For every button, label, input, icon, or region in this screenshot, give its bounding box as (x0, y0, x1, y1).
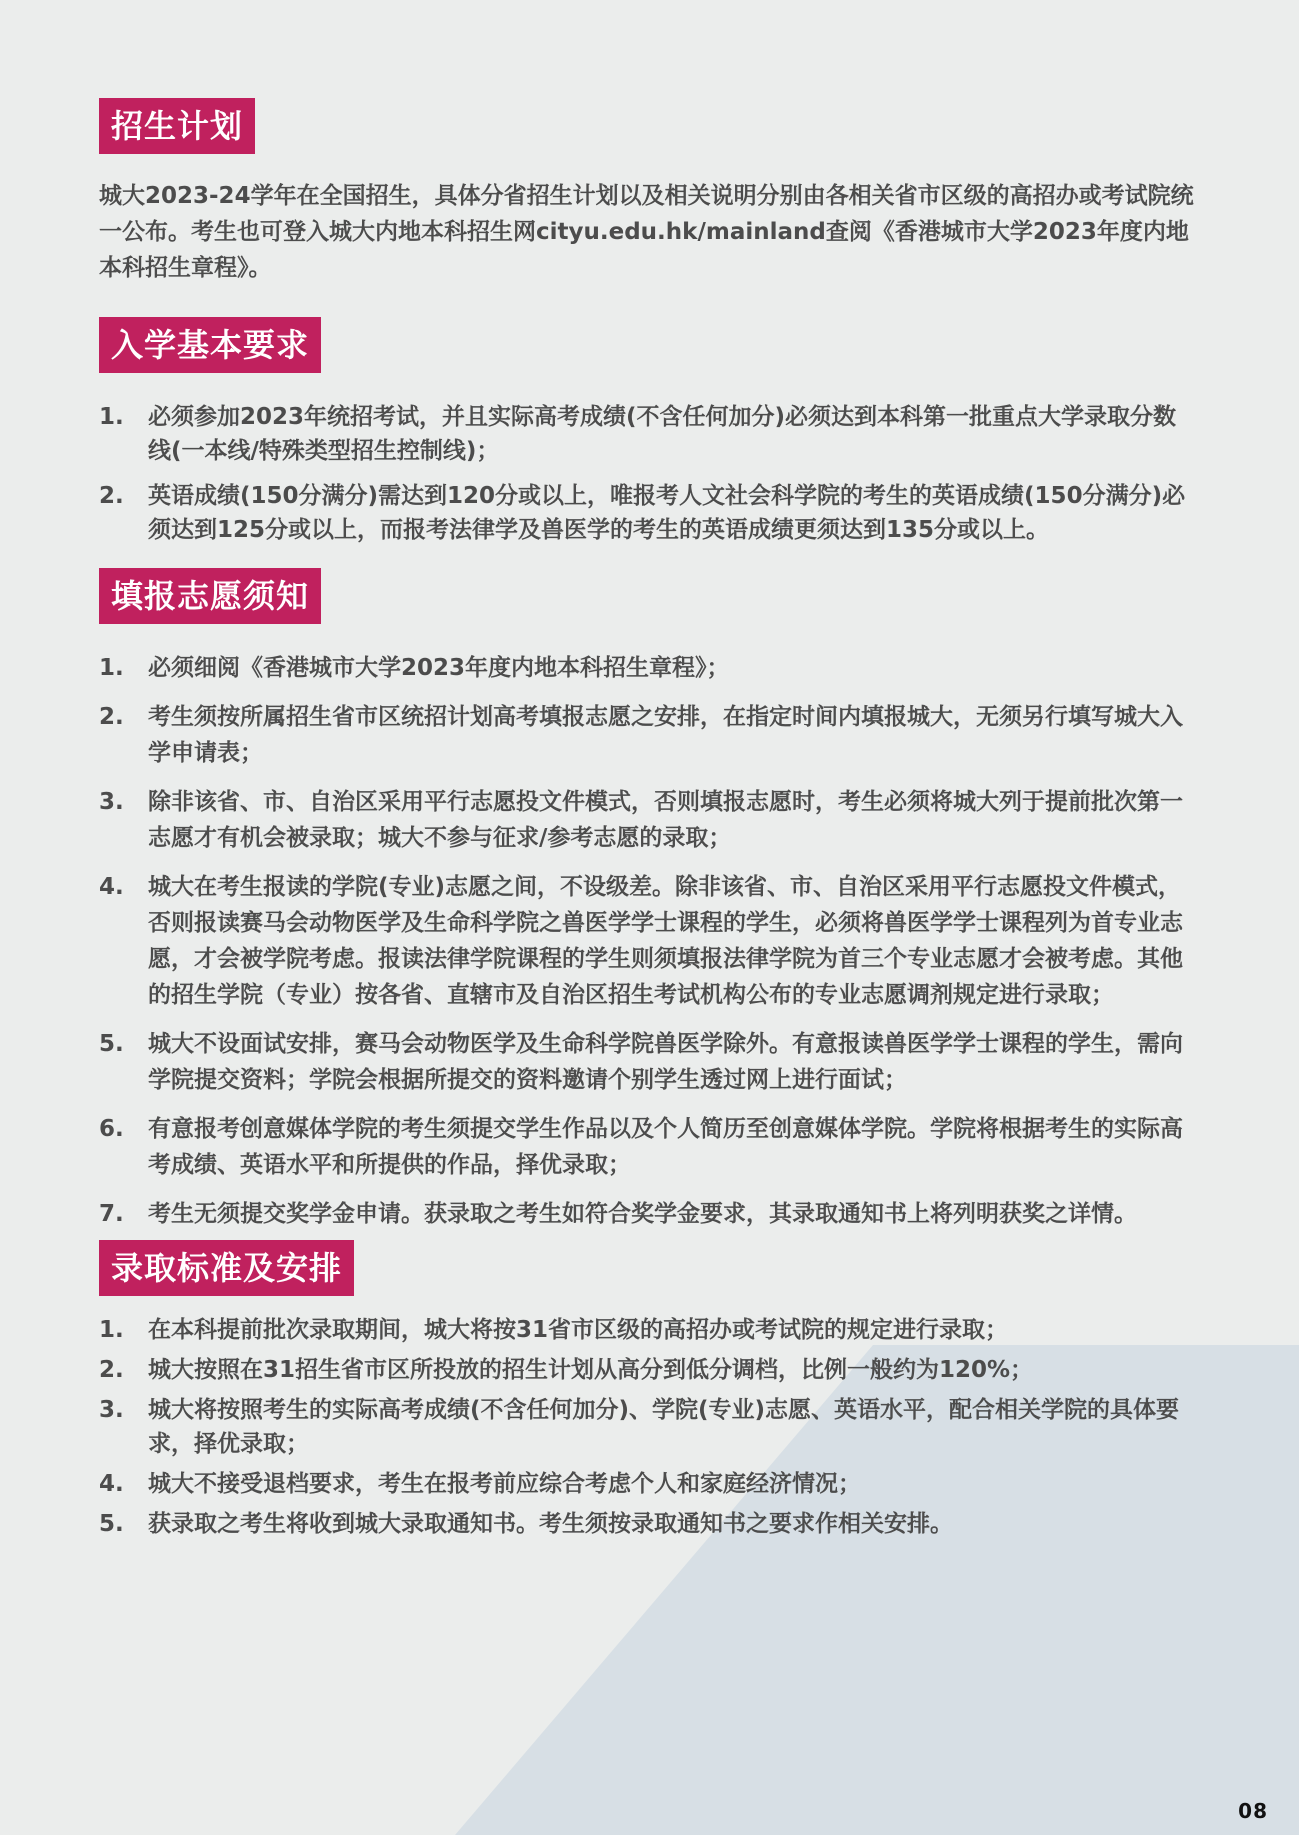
item-text: 城大不接受退档要求，考生在报考前应综合考虑个人和家庭经济情况； (148, 1471, 861, 1497)
item-text: 必须细阅《香港城市大学2023年度内地本科招生章程》； (148, 655, 730, 681)
item-number: 2. (99, 1357, 124, 1383)
item-text: 考生须按所属招生省市区统招计划高考填报志愿之安排，在指定时间内填报城大，无须另行填写城大入学申请表； (148, 704, 1183, 766)
section-basic-requirements (99, 317, 1199, 547)
item-text: 考生无须提交奖学金申请。获录取之考生如符合奖学金要求，其录取通知书上将列明获奖之详情。 (148, 1201, 1137, 1227)
section-admission-criteria (99, 1240, 1199, 1541)
list-item (99, 699, 1199, 771)
section-admission-plan (99, 98, 1199, 286)
item-number: 4. (99, 874, 124, 900)
list-item (99, 1353, 1199, 1387)
list-item (99, 1111, 1199, 1183)
item-number: 3. (99, 789, 124, 815)
document-body (99, 98, 1199, 1547)
list-item (99, 869, 1199, 1013)
section-heading-requirements: 入学基本要求 (99, 317, 321, 373)
item-number: 2. (99, 483, 124, 509)
item-number: 1. (99, 1317, 124, 1343)
item-text: 城大将按照考生的实际高考成绩(不含任何加分)、学院(专业)志愿、英语水平，配合相关学院的具体要求，择优录取； (148, 1397, 1180, 1457)
item-number: 2. (99, 704, 124, 730)
list-item (99, 784, 1199, 856)
plan-paragraph: 城大2023-24学年在全国招生，具体分省招生计划以及相关说明分别由各相关省市区级的高招办或考试院统一公布。考生也可登入城大内地本科招生网cityu.edu.hk/mainland查阅《香港城市大学2023年度内地本科招生章程》。 (99, 183, 1194, 281)
list-item (99, 1026, 1199, 1098)
item-text: 城大按照在31招生省市区所投放的招生计划从高分到低分调档，比例一般约为120%； (148, 1357, 1034, 1383)
page-number: 08 (1238, 1799, 1268, 1823)
list-item (99, 1393, 1199, 1461)
list-item (99, 650, 1199, 686)
application-list (99, 650, 1199, 1232)
list-item (99, 1467, 1199, 1501)
requirements-list (99, 400, 1199, 547)
item-number: 6. (99, 1116, 124, 1142)
section-heading-application: 填报志愿须知 (99, 568, 321, 624)
item-number: 4. (99, 1471, 124, 1497)
section-heading-plan: 招生计划 (99, 98, 255, 154)
section-application-notes (99, 568, 1199, 1232)
item-number: 1. (99, 655, 124, 681)
list-item (99, 479, 1199, 547)
list-item (99, 400, 1199, 468)
item-number: 3. (99, 1397, 124, 1423)
item-text: 英语成绩(150分满分)需达到120分或以上，唯报考人文社会科学院的考生的英语成绩(150分满分)必须达到125分或以上，而报考法律学及兽医学的考生的英语成绩更须达到135分或以上。 (148, 483, 1186, 543)
item-text: 城大在考生报读的学院(专业)志愿之间，不设级差。除非该省、市、自治区采用平行志愿投文件模式，否则报读赛马会动物医学及生命科学院之兽医学学士课程的学生，必须将兽医学学士课程列为首专业志愿，才会被学院考虑。报读法律学院课程的学生则须填报法律学院为首三个专业志愿才会被考虑。其他的招生学院（专业）按各省、直辖市及自治区招生考试机构公布的专业志愿调剂规定进行录取； (148, 874, 1183, 1008)
list-item (99, 1313, 1199, 1347)
item-text: 城大不设面试安排，赛马会动物医学及生命科学院兽医学除外。有意报读兽医学学士课程的学生，需向学院提交资料；学院会根据所提交的资料邀请个别学生透过网上进行面试； (148, 1031, 1183, 1093)
list-item (99, 1196, 1199, 1232)
item-number: 5. (99, 1031, 124, 1057)
item-text: 必须参加2023年统招考试，并且实际高考成绩(不含任何加分)必须达到本科第一批重点大学录取分数线(一本线/特殊类型招生控制线)； (148, 404, 1177, 464)
item-text: 获录取之考生将收到城大录取通知书。考生须按录取通知书之要求作相关安排。 (148, 1511, 953, 1537)
item-text: 有意报考创意媒体学院的考生须提交学生作品以及个人简历至创意媒体学院。学院将根据考生的实际高考成绩、英语水平和所提供的作品，择优录取； (148, 1116, 1183, 1178)
item-number: 5. (99, 1511, 124, 1537)
section-heading-admission: 录取标准及安排 (99, 1240, 354, 1296)
list-item (99, 1507, 1199, 1541)
item-number: 7. (99, 1201, 124, 1227)
item-text: 除非该省、市、自治区采用平行志愿投文件模式，否则填报志愿时，考生必须将城大列于提前批次第一志愿才有机会被录取；城大不参与征求/参考志愿的录取； (148, 789, 1183, 851)
item-number: 1. (99, 404, 124, 430)
admission-list (99, 1313, 1199, 1541)
item-text: 在本科提前批次录取期间，城大将按31省市区级的高招办或考试院的规定进行录取； (148, 1317, 1009, 1343)
